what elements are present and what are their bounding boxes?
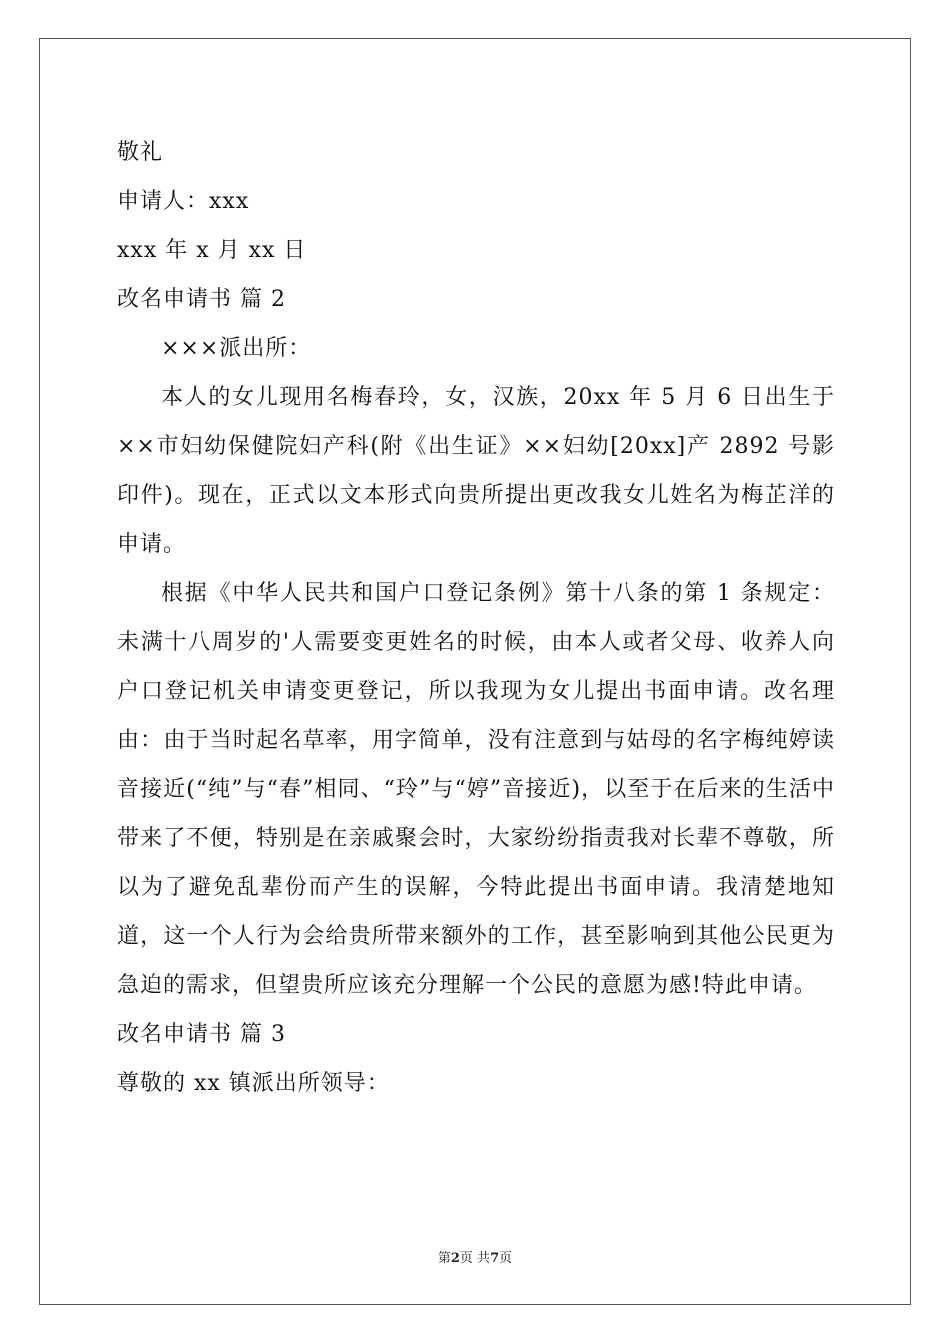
footer-total-pages: 7 [490,1251,500,1266]
footer-suffix: 页 [499,1251,513,1266]
section-heading-2: 改名申请书 篇 2 [117,287,286,312]
addressee-3: 尊敬的 xx 镇派出所领导： [117,1071,390,1096]
document-body [117,128,835,1108]
paragraph-1: 本人的女儿现用名梅春玲，女，汉族，20xx 年 5 月 6 日出生于××市妇幼保健院妇产科(附《出生证》××妇幼[20xx]产 2892 号影印件)。现在，正式以文本形式向贵所提出更改我女儿姓名为梅芷洋的申请。 [117,385,835,557]
footer-prefix: 第 [437,1251,451,1266]
addressee-2: ×××派出所： [161,336,312,361]
section-heading-3: 改名申请书 篇 3 [117,1022,286,1047]
applicant-line: 申请人：xxx [117,189,250,214]
date-line: xxx 年 x 月 xx 日 [117,238,307,263]
closing-line: 敬礼 [117,140,164,165]
paragraph-2: 根据《中华人民共和国户口登记条例》第十八条的第 1 条规定：未满十八周岁的'人需要变更姓名的时候，由本人或者父母、收养人向户口登记机关申请变更登记，所以我现为女儿提出书面申请。改名理由：由于当时起名草率，用字简单，没有注意到与姑母的名字梅纯婷读音接近(“纯”与“春”相同、“玲”与“婷”音接近)，以至于在后来的生活中带来了不便，特别是在亲戚聚会时，大家纷纷指责我对长辈不尊敬，所以为了避免乱辈份而产生的误解，今特此提出书面申请。我清楚地知道，这一个人行为会给贵所带来额外的工作，甚至影响到其他公民更为急迫的需求，但望贵所应该充分理解一个公民的意愿为感!特此申请。 [117,581,835,998]
footer-current-page: 2 [450,1251,460,1266]
page-footer [0,1247,950,1266]
footer-mid: 页 共 [459,1251,491,1266]
